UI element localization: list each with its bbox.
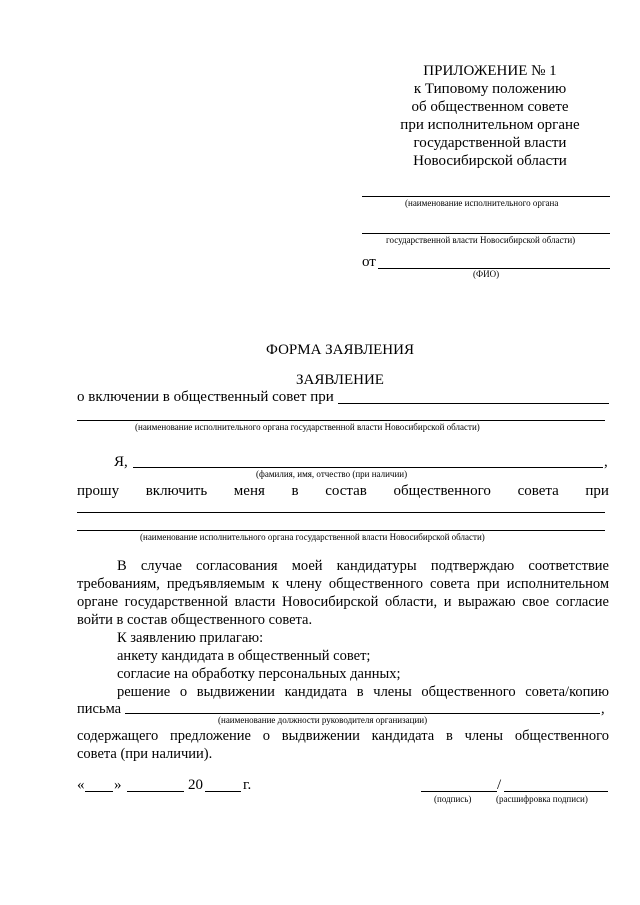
attach-item-1: анкету кандидата в общественный совет; bbox=[117, 648, 371, 664]
attach-intro: К заявлению прилагаю: bbox=[117, 630, 264, 646]
ask-org-line-1[interactable] bbox=[77, 512, 605, 513]
appendix-line-5: государственной власти bbox=[413, 135, 567, 151]
subject-org-line-2[interactable] bbox=[77, 420, 605, 421]
position-hint: (наименование должности руководителя организации) bbox=[218, 715, 428, 725]
ask-word-7: совета bbox=[517, 483, 559, 499]
appendix-header bbox=[370, 62, 610, 170]
appendix-title: ПРИЛОЖЕНИЕ № 1 bbox=[423, 63, 557, 79]
date-open-quote: « bbox=[77, 777, 85, 793]
para1-line-1: В случае согласования моей кандидатуры подтверждаю соответствие bbox=[117, 558, 609, 574]
date-year-line[interactable] bbox=[205, 791, 241, 792]
addressee-line-1[interactable] bbox=[362, 196, 610, 197]
ask-word-3: меня bbox=[233, 483, 265, 499]
date-month-line[interactable] bbox=[127, 791, 184, 792]
ask-word-1: прошу bbox=[77, 483, 120, 499]
letter-label: письма bbox=[77, 701, 122, 717]
name-comma: , bbox=[604, 454, 608, 470]
contain-line-2: совета (при наличии). bbox=[77, 746, 213, 762]
signature-line[interactable] bbox=[421, 791, 497, 792]
decode-hint: (расшифровка подписи) bbox=[496, 794, 588, 804]
para1-line-2: требованиям, предъявляемым к члену общественного совета при исполнительном bbox=[77, 576, 609, 592]
ask-line bbox=[77, 482, 609, 500]
contain-line-1: содержащего предложение о выдвижении кандидата в члены общественного bbox=[77, 728, 609, 744]
org-hint-2: (наименование исполнительного органа государственной власти Новосибирской области) bbox=[140, 532, 485, 542]
name-line[interactable] bbox=[133, 467, 603, 468]
ask-word-4: в bbox=[291, 483, 299, 499]
statement-subject: о включении в общественный совет при bbox=[77, 389, 334, 405]
from-label: от bbox=[362, 254, 376, 270]
appendix-line-6: Новосибирской области bbox=[413, 153, 567, 169]
appendix-line-3: об общественном совете bbox=[411, 99, 569, 115]
letter-comma: , bbox=[601, 701, 605, 717]
decode-line[interactable] bbox=[504, 791, 608, 792]
para1-line-3: органе государственной власти Новосибирской области, и выражаю свое согласие bbox=[77, 594, 609, 610]
subject-org-line[interactable] bbox=[338, 403, 609, 404]
addressee-line-2[interactable] bbox=[362, 233, 610, 234]
statement-title: ЗАЯВЛЕНИЕ bbox=[296, 372, 384, 388]
addressee-hint-2: государственной власти Новосибирской области) bbox=[386, 235, 576, 245]
form-title: ФОРМА ЗАЯВЛЕНИЯ bbox=[266, 342, 414, 358]
ask-word-5: состав bbox=[325, 483, 367, 499]
addressee-hint-1: (наименование исполнительного органа bbox=[405, 198, 559, 208]
signature-slash: / bbox=[497, 777, 502, 793]
ask-word-8: при bbox=[585, 483, 609, 499]
ask-word-6: общественного bbox=[393, 483, 491, 499]
org-hint: (наименование исполнительного органа государственной власти Новосибирской области) bbox=[135, 422, 480, 432]
appendix-line-4: при исполнительном органе bbox=[400, 117, 580, 133]
ask-word-2: включить bbox=[145, 483, 208, 499]
para1-line-4: войти в состав общественного совета. bbox=[77, 612, 313, 628]
fio-hint: (ФИО) bbox=[473, 269, 500, 279]
attach-item-2: согласие на обработку персональных данных; bbox=[117, 666, 401, 682]
date-close-quote: » bbox=[114, 777, 122, 793]
appendix-line-2: к Типовому положению bbox=[413, 81, 567, 97]
letter-position-line[interactable] bbox=[125, 713, 600, 714]
year-prefix: 20 bbox=[188, 777, 203, 793]
sign-hint: (подпись) bbox=[434, 794, 472, 804]
ask-org-line-2[interactable] bbox=[77, 530, 605, 531]
attach-item-3: решение о выдвижении кандидата в члены общественного совета/копию bbox=[117, 684, 609, 700]
date-day-line[interactable] bbox=[85, 791, 113, 792]
name-hint: (фамилия, имя, отчество (при наличии) bbox=[256, 469, 408, 479]
i-label: Я, bbox=[114, 454, 128, 470]
year-suffix: г. bbox=[243, 777, 252, 793]
